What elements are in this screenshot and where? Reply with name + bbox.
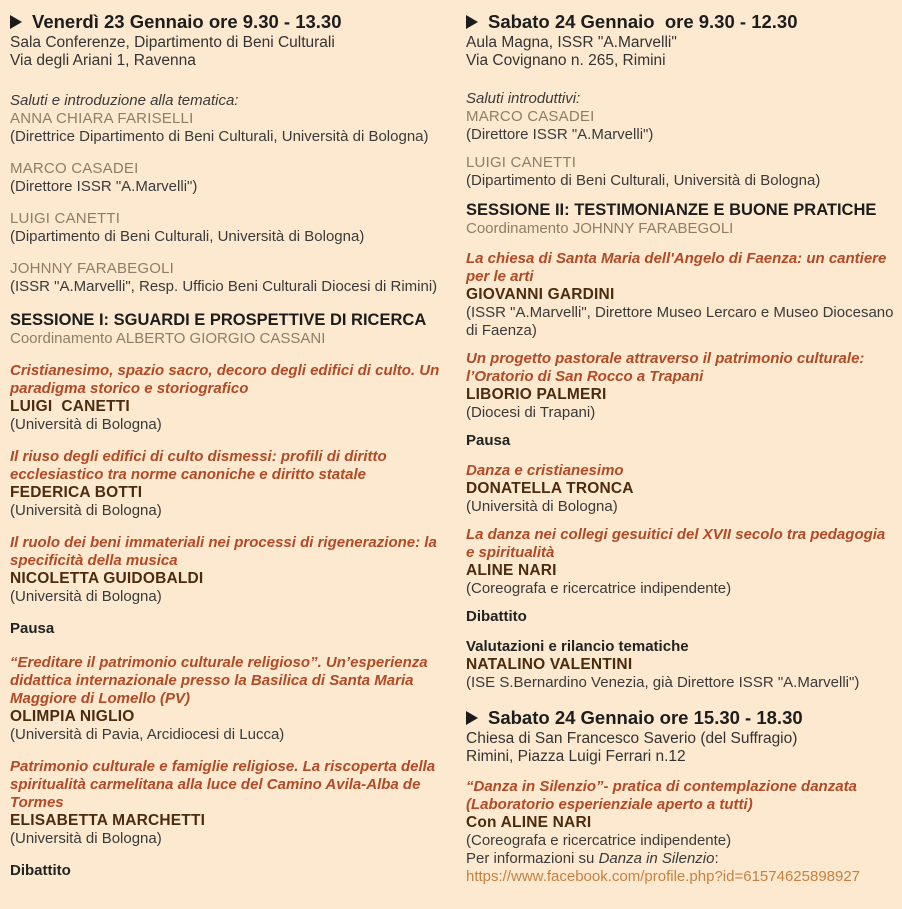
person-affiliation: (Dipartimento di Beni Culturali, Università di Bologna) xyxy=(466,172,821,189)
person-entry xyxy=(10,110,450,146)
speaker-affiliation: (Università di Bologna) xyxy=(10,416,162,433)
greetings-label: Saluti introduttivi: xyxy=(466,90,581,107)
triangle-bullet-icon xyxy=(466,15,478,29)
event-header-saturday-afternoon xyxy=(466,706,894,766)
speaker-affiliation: (ISSR "A.Marvelli", Direttore Museo Lercaro e Museo Diocesano di Faenza) xyxy=(466,304,894,339)
talk-entry xyxy=(10,534,450,606)
person-affiliation: (Dipartimento di Beni Culturali, Università di Bologna) xyxy=(10,228,365,245)
session-title: SESSIONE II: TESTIMONIANZE E BUONE PRATICHE xyxy=(466,201,877,219)
greetings-label: Saluti e introduzione alla tematica: xyxy=(10,92,239,109)
talk-entry xyxy=(466,462,894,516)
pausa-label: Pausa xyxy=(466,432,511,449)
session-coordination: Coordinamento ALBERTO GIORGIO CASSANI xyxy=(10,330,326,347)
event-title: Venerdì 23 Gennaio ore 9.30 - 13.30 xyxy=(32,11,342,32)
event-title: Sabato 24 Gennaio ore 15.30 - 18.30 xyxy=(488,707,803,728)
person-entry xyxy=(466,108,894,144)
event-title-row xyxy=(10,10,450,33)
session-coordination: Coordinamento JOHNNY FARABEGOLI xyxy=(466,220,734,237)
workshop-leader: Con ALINE NARI xyxy=(466,814,592,831)
person-entry xyxy=(466,154,894,190)
person-entry xyxy=(10,260,450,296)
closing-remarks xyxy=(466,638,894,692)
speaker-name: ALINE NARI xyxy=(466,562,557,579)
talk-title: La danza nei collegi gesuitici del XVII secolo tra pedagogia e spiritualità xyxy=(466,526,886,561)
talk-entry xyxy=(466,350,894,422)
person-entry xyxy=(10,210,450,246)
person-entry xyxy=(10,160,450,196)
speaker-affiliation: (Università di Bologna) xyxy=(466,498,618,515)
session-1-header xyxy=(10,310,450,348)
talk-title: “Ereditare il patrimonio culturale religioso”. Un’esperienza didattica internazionale presso la Basilica di Santa Maria Maggiore di Lomello (PV) xyxy=(10,654,428,707)
person-name: MARCO CASADEI xyxy=(466,108,595,125)
speaker-affiliation: (Università di Bologna) xyxy=(10,830,162,847)
talk-entry xyxy=(10,448,450,520)
talk-title: Il riuso degli edifici di culto dismessi: profili di diritto ecclesiastico tra norme canoniche e diritto statale xyxy=(10,448,387,483)
event-title-row xyxy=(466,706,894,729)
talk-entry xyxy=(10,758,450,848)
session-title: SESSIONE I: SGUARDI E PROSPETTIVE DI RICERCA xyxy=(10,311,427,329)
person-name: LUIGI CANETTI xyxy=(466,154,577,171)
speaker-affiliation: (Università di Bologna) xyxy=(10,588,162,605)
person-affiliation: (Direttrice Dipartimento di Beni Culturali, Università di Bologna) xyxy=(10,128,429,145)
talk-entry xyxy=(10,362,450,434)
speaker-name: GIOVANNI GARDINI xyxy=(466,286,615,303)
speaker-name: LUIGI CANETTI xyxy=(10,398,130,415)
workshop-entry xyxy=(466,778,894,886)
speaker-name: FEDERICA BOTTI xyxy=(10,484,143,501)
speaker-affiliation: (Diocesi di Trapani) xyxy=(466,404,596,421)
info-line xyxy=(466,850,894,868)
talk-entry xyxy=(466,250,894,340)
talk-title: Patrimonio culturale e famiglie religiose. La riscoperta della spiritualità carmelitana alla luce del Camino Avila-Alba de Tormes xyxy=(10,758,436,811)
person-affiliation: (Direttore ISSR "A.Marvelli") xyxy=(10,178,198,195)
dibattito-label: Dibattito xyxy=(10,862,71,879)
person-name: JOHNNY FARABEGOLI xyxy=(10,260,174,277)
speaker-affiliation: (Università di Bologna) xyxy=(10,502,162,519)
event-venue: Chiesa di San Francesco Saverio (del Suffragio) xyxy=(466,730,798,747)
event-title-row xyxy=(466,10,894,33)
person-name: MARCO CASADEI xyxy=(10,160,139,177)
facebook-link[interactable]: https://www.facebook.com/profile.php?id=61574625898927 xyxy=(466,868,861,885)
person-affiliation: (ISSR "A.Marvelli", Resp. Ufficio Beni Culturali Diocesi di Rimini) xyxy=(10,278,438,295)
info-title-italic: Danza in Silenzio xyxy=(598,850,715,867)
talk-title: Il ruolo dei beni immateriali nei processi di rigenerazione: la specificità della musica xyxy=(10,534,437,569)
facebook-link-line xyxy=(466,868,894,886)
dibattito-label: Dibattito xyxy=(466,608,527,625)
speaker-affiliation: (Università di Pavia, Arcidiocesi di Lucca) xyxy=(10,726,285,743)
workshop-title: “Danza in Silenzio”- pratica di contemplazione danzata (Laboratorio esperienziale aperto a tutti) xyxy=(466,778,857,813)
pausa-label: Pausa xyxy=(10,620,55,637)
info-prefix: Per informazioni su xyxy=(466,850,599,867)
triangle-bullet-icon xyxy=(466,711,478,725)
closing-title: Valutazioni e rilancio tematiche xyxy=(466,638,689,655)
event-venue: Aula Magna, ISSR "A.Marvelli" xyxy=(466,34,677,51)
person-affiliation: (Direttore ISSR "A.Marvelli") xyxy=(466,126,654,143)
talk-title: Danza e cristianesimo xyxy=(466,462,624,479)
person-name: LUIGI CANETTI xyxy=(10,210,121,227)
greetings-section xyxy=(466,90,894,190)
event-address: Via Covignano n. 265, Rimini xyxy=(466,52,666,69)
talk-title: Cristianesimo, spazio sacro, decoro degli edifici di culto. Un paradigma storico e storiografico xyxy=(10,362,440,397)
event-venue: Sala Conferenze, Dipartimento di Beni Culturali xyxy=(10,34,335,51)
person-name: ANNA CHIARA FARISELLI xyxy=(10,110,194,127)
session-2-header xyxy=(466,200,894,238)
speaker-name: NATALINO VALENTINI xyxy=(466,656,633,673)
event-title: Sabato 24 Gennaio ore 9.30 - 12.30 xyxy=(488,11,798,32)
event-address: Via degli Ariani 1, Ravenna xyxy=(10,52,196,69)
column-saturday xyxy=(466,10,894,909)
triangle-bullet-icon xyxy=(10,15,22,29)
talk-title: Un progetto pastorale attraverso il patrimonio culturale: l’Oratorio di San Rocco a Trapani xyxy=(466,350,865,385)
event-address: Rimini, Piazza Luigi Ferrari n.12 xyxy=(466,748,686,765)
talk-entry xyxy=(10,654,450,744)
greetings-section xyxy=(10,92,450,296)
speaker-affiliation: (Coreografa e ricercatrice indipendente) xyxy=(466,580,732,597)
speaker-affiliation: (ISE S.Bernardino Venezia, già Direttore ISSR "A.Marvelli") xyxy=(466,674,860,691)
speaker-name: NICOLETTA GUIDOBALDI xyxy=(10,570,204,587)
speaker-name: ELISABETTA MARCHETTI xyxy=(10,812,206,829)
info-suffix: : xyxy=(714,850,719,867)
speaker-name: OLIMPIA NIGLIO xyxy=(10,708,135,725)
speaker-name: LIBORIO PALMERI xyxy=(466,386,607,403)
column-friday xyxy=(10,10,450,909)
event-header-friday xyxy=(10,10,450,70)
workshop-affiliation: (Coreografa e ricercatrice indipendente) xyxy=(466,832,732,849)
speaker-name: DONATELLA TRONCA xyxy=(466,480,634,497)
talk-title: La chiesa di Santa Maria dell'Angelo di Faenza: un cantiere per le arti xyxy=(466,250,887,285)
talk-entry xyxy=(466,526,894,598)
event-header-saturday-morning xyxy=(466,10,894,70)
